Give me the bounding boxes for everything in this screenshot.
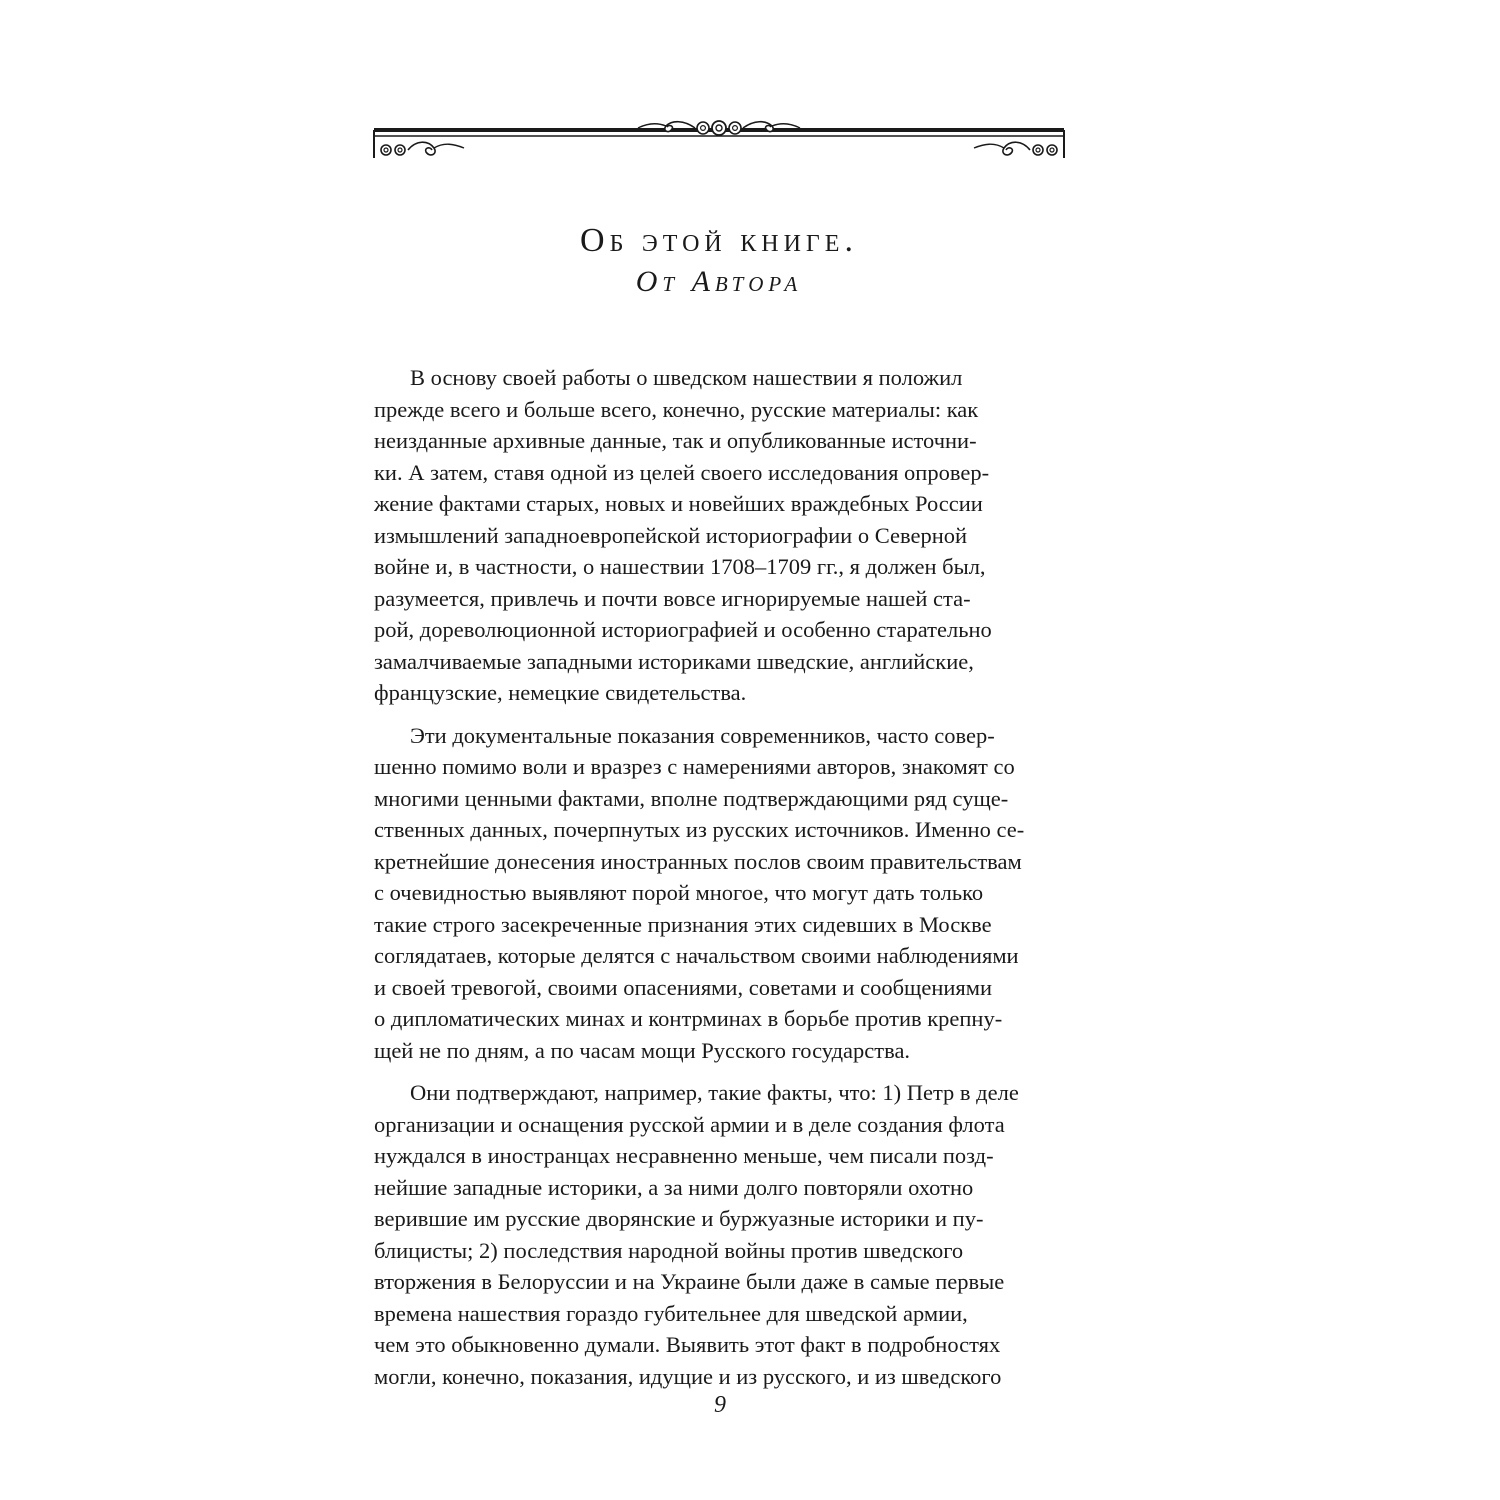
paragraph-1: В основу своей работы о шведском нашествии я положил прежде всего и больше всего, конечно, русские материалы: как неизданные архивные данные, так и опубликованные источни- ки. А затем, ставя одной из целей своего исследования опровер- жение фактами старых, новых и новейших враждебных России измышлений западноевропейской историографии о Северной войне и, в частности, о нашествии 1708–1709 гг., я должен был, разумеется, привлечь и почти вовсе игнорируемые нашей ста- рой, дореволюционной историографией и особенно старательно замалчиваемые западными историками шведские, английские, французские, немецкие свидетельства. bbox=[374, 365, 992, 705]
decorative-header-ornament bbox=[372, 118, 1066, 160]
chapter-title-subtitle: От Автора bbox=[635, 265, 803, 298]
chapter-title-main: Об этой книге. bbox=[580, 222, 858, 259]
chapter-title bbox=[372, 220, 1066, 302]
page-number: 9 bbox=[714, 1392, 726, 1418]
paragraph-2: Эти документальные показания современников, часто совер- шенно помимо воли и вразрез с намерениями авторов, знакомят со многими ценными фактами, вполне подтверждающими ряд суще- ственных данных, почерпнутых из русских источников. Именно се- кретнейшие донесения иностранных послов своим правительствам с очевидностью выявляют порой многое, что могут дать только такие строго засекреченные признания этих сидевших в Москве соглядатаев, которые делятся с начальством своими наблюдениями и своей тревогой, своими опасениями, советами и сообщениями о дипломатических минах и контрминах в борьбе против крепну- щей не по дням, а по часам мощи Русского государства. bbox=[374, 722, 1025, 1063]
body-text bbox=[374, 362, 1064, 1403]
paragraph-3: Они подтверждают, например, такие факты, что: 1) Петр в деле организации и оснащения русской армии и в деле создания флота нуждался в иностранцах несравненно меньше, чем писали позд- нейшие западные историки, а за ними долго повторяли охотно верившие им русские дворянские и буржуазные историки и пу- блицисты; 2) последствия народной войны против шведского вторжения в Белоруссии и на Украине были даже в самые первые времена нашествия гораздо губительнее для шведской армии, чем это обыкновенно думали. Выявить этот факт в подробностях могли, конечно, показания, идущие и из русского, и из шведского bbox=[374, 1080, 1019, 1389]
